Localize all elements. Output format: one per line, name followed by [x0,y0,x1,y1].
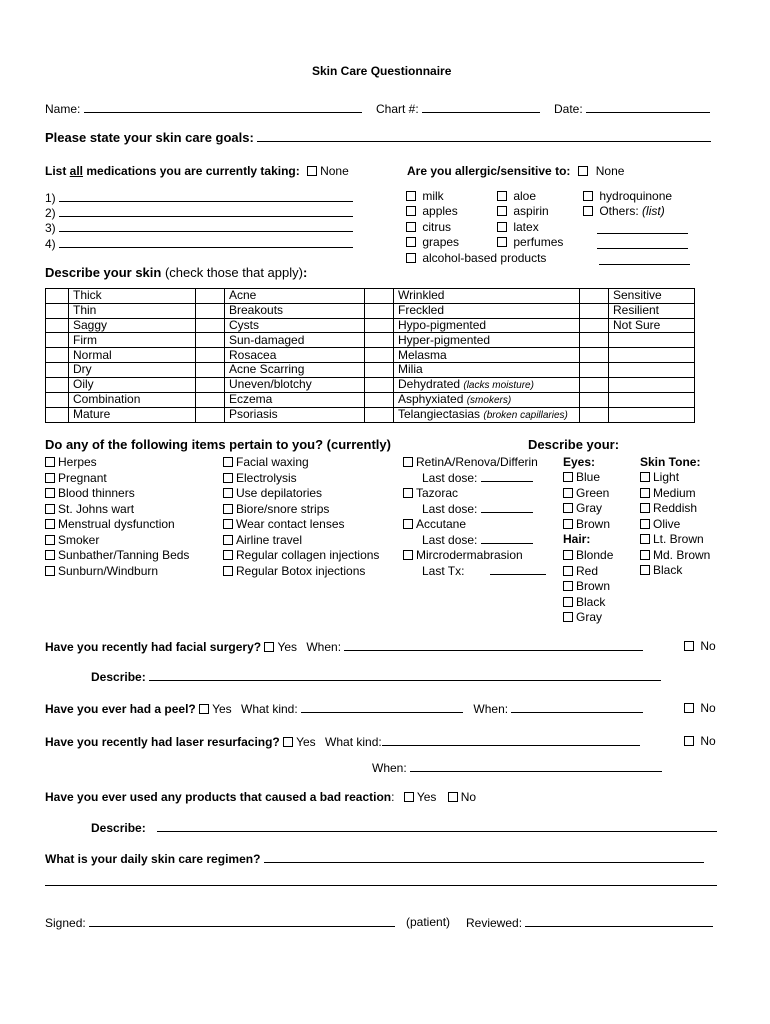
checkbox-icon [403,550,413,560]
skin-table-row [46,392,695,407]
skin-option: Sun-damaged [225,333,365,348]
peel-yes[interactable]: Yes [199,702,232,716]
checkbox-icon [640,519,650,529]
skin-tone-checkbox[interactable]: Black [640,563,682,577]
checkbox-icon [497,206,507,216]
skin-option [609,362,695,377]
skin-checkbox-cell[interactable] [46,392,69,407]
checkbox-icon [283,737,293,747]
eye-color-checkbox[interactable]: Blue [563,470,600,484]
regimen-question[interactable]: What is your daily skin care regimen? [45,851,704,866]
skin-option: Acne Scarring [225,362,365,377]
allergy-others[interactable]: Others: (list) [583,204,665,218]
medication-line-4[interactable]: 4) [45,236,353,251]
allergy-aspirin[interactable]: aspirin [497,204,549,218]
tazorac-checkbox[interactable]: Tazorac [403,486,458,500]
checkbox-icon [404,792,414,802]
skin-table-row [46,362,695,377]
medication-line-3[interactable]: 3) [45,220,353,235]
checkbox-icon [223,457,233,467]
skin-checkbox-cell[interactable] [46,407,69,422]
checkbox-icon [563,612,573,622]
allergy-grapes[interactable]: grapes [406,235,459,249]
checkbox-icon [640,534,650,544]
pertain-item-checkbox[interactable]: Airline travel [223,533,302,547]
skin-option: Mature [69,407,196,422]
skin-checkbox-cell[interactable] [580,318,609,333]
skin-option: Eczema [225,392,365,407]
pertain-item-checkbox[interactable]: Facial waxing [223,455,309,469]
pertain-item-checkbox[interactable]: Electrolysis [223,471,297,485]
skin-checkbox-cell[interactable] [365,407,394,422]
skin-option: Uneven/blotchy [225,377,365,392]
peel-when-line[interactable] [511,701,643,713]
skin-option: Hypo-pigmented [394,318,580,333]
checkbox-icon [307,166,317,176]
skin-checkbox-cell[interactable] [46,348,69,363]
medications-label: List all medications you are currently taking: None [45,164,349,178]
pertain-item-checkbox[interactable]: Regular collagen injections [223,548,379,562]
checkbox-icon [563,597,573,607]
facial-surgery-no[interactable]: No [684,639,716,653]
skin-option: Saggy [69,318,196,333]
skin-checkbox-cell[interactable] [365,333,394,348]
checkbox-icon [684,736,694,746]
skin-checkbox-cell[interactable] [365,377,394,392]
bad-reaction-no[interactable]: No [448,790,476,804]
checkbox-icon [563,488,573,498]
regimen-line-2[interactable] [45,874,717,889]
skin-checkbox-cell[interactable] [365,348,394,363]
pertain-item-checkbox[interactable]: Pregnant [45,471,107,485]
patient-label: (patient) [406,915,451,929]
skin-checkbox-cell[interactable] [46,333,69,348]
skin-checkbox-cell[interactable] [365,392,394,407]
eye-color-checkbox[interactable]: Gray [563,501,602,515]
skin-checkbox-cell[interactable] [196,362,225,377]
hair-label: Hair: [563,532,591,546]
pertain-item-checkbox[interactable]: Wear contact lenses [223,517,345,531]
allergy-citrus[interactable]: citrus [406,220,451,234]
bad-reaction-describe[interactable]: Describe: [91,820,717,835]
facial-surgery-question: Have you recently had facial surgery? Yes When: [45,639,643,654]
skin-checkbox-cell[interactable] [580,303,609,318]
skin-checkbox-cell[interactable] [46,362,69,377]
page-title: Skin Care Questionnaire [312,64,452,78]
skin-checkbox-cell[interactable] [46,318,69,333]
accutane-last-dose[interactable]: Last dose: [422,532,533,547]
checkbox-icon [45,550,55,560]
checkbox-icon [45,566,55,576]
skin-tone-checkbox[interactable]: Medium [640,486,696,500]
checkbox-icon [578,166,588,176]
skin-checkbox-cell[interactable] [196,392,225,407]
accutane-checkbox[interactable]: Accutane [403,517,466,531]
skin-option: Combination [69,392,196,407]
checkbox-icon [448,792,458,802]
skin-checkbox-cell[interactable] [196,407,225,422]
skin-checkbox-cell[interactable] [46,289,69,304]
pertain-item-checkbox[interactable]: Biore/snore strips [223,502,329,516]
skin-option: Rosacea [225,348,365,363]
pertain-item-checkbox[interactable]: Sunburn/Windburn [45,564,158,578]
laser-kind-line[interactable] [382,734,640,746]
facial-surgery-describe[interactable]: Describe: [91,669,661,684]
skin-option: Asphyxiated (smokers) [394,392,580,407]
skin-table-row [46,377,695,392]
skin-option: Hyper-pigmented [394,333,580,348]
skin-checkbox-cell[interactable] [46,303,69,318]
skin-checkbox-cell[interactable] [580,333,609,348]
skin-label: Describe your skin (check those that apply): [45,265,308,280]
laser-question: Have you recently had laser resurfacing? Yes What kind: [45,734,640,749]
reviewed-field[interactable]: Reviewed: [466,915,713,930]
skin-checkbox-cell[interactable] [365,318,394,333]
checkbox-icon [403,457,413,467]
allergies-none-checkbox[interactable]: None [578,164,625,178]
goals-field[interactable] [45,130,711,145]
checkbox-icon [223,550,233,560]
peel-question: Have you ever had a peel? Yes What kind: When: [45,701,643,716]
facial-surgery-yes[interactable]: Yes [264,640,297,654]
skin-option: Oily [69,377,196,392]
microdermabrasion-checkbox[interactable]: Mircrodermabrasion [403,548,523,562]
retina-checkbox[interactable]: RetinA/Renova/Differin [403,455,538,469]
checkbox-icon [640,565,650,575]
skin-tone-checkbox[interactable]: Reddish [640,501,697,515]
checkbox-icon [45,488,55,498]
checkbox-icon [563,472,573,482]
pertain-item-checkbox[interactable]: Menstrual dysfunction [45,517,175,531]
name-field[interactable]: Name: [45,101,362,116]
skin-option [609,333,695,348]
skin-checkbox-cell[interactable] [46,377,69,392]
checkbox-icon [497,222,507,232]
skin-option: Resilient [609,303,695,318]
skin-option: Sensitive [609,289,695,304]
skin-option: Thin [69,303,196,318]
skin-checkbox-cell[interactable] [580,407,609,422]
skin-table-row [46,289,695,304]
skin-option: Not Sure [609,318,695,333]
eye-color-checkbox[interactable]: Brown [563,517,610,531]
checkbox-icon [403,519,413,529]
eye-color-checkbox[interactable]: Green [563,486,609,500]
skin-checkbox-cell[interactable] [196,348,225,363]
allergy-milk[interactable]: milk [406,189,444,203]
skin-checkbox-cell[interactable] [580,362,609,377]
hair-color-checkbox[interactable]: Black [563,595,605,609]
skin-table-row [46,333,695,348]
tazorac-last-dose[interactable]: Last dose: [422,501,533,516]
checkbox-icon [640,503,650,513]
others-line-2[interactable] [597,237,688,252]
checkbox-icon [199,704,209,714]
skin-checkbox-cell[interactable] [196,377,225,392]
hair-color-checkbox[interactable]: Red [563,564,598,578]
skin-option: Milia [394,362,580,377]
skin-option: Psoriasis [225,407,365,422]
skin-tone-checkbox[interactable]: Lt. Brown [640,532,704,546]
skin-checkbox-cell[interactable] [365,362,394,377]
checkbox-icon [563,550,573,560]
skin-option: Acne [225,289,365,304]
checkbox-icon [640,472,650,482]
checkbox-icon [640,488,650,498]
skin-checkbox-cell[interactable] [365,303,394,318]
skin-checkbox-cell[interactable] [196,333,225,348]
checkbox-icon [223,488,233,498]
checkbox-icon [563,519,573,529]
pertain-label: Do any of the following items pertain to you? (currently) [45,437,391,452]
retina-last-dose[interactable]: Last dose: [422,470,533,485]
skin-tone-checkbox[interactable]: Olive [640,517,680,531]
checkbox-icon [406,206,416,216]
laser-yes[interactable]: Yes [283,735,316,749]
checkbox-icon [223,566,233,576]
medication-line-2[interactable]: 2) [45,205,353,220]
skin-checkbox-cell[interactable] [580,348,609,363]
chart-number-field[interactable]: Chart #: [376,101,540,116]
skin-option: Melasma [394,348,580,363]
skin-option: Telangiectasias (broken capillaries) [394,407,580,422]
allergies-label: Are you allergic/sensitive to: None [407,164,625,178]
skin-tone-label: Skin Tone: [640,455,701,469]
skin-option [609,407,695,422]
checkbox-icon [406,253,416,263]
skin-option: Cysts [225,318,365,333]
peel-no[interactable]: No [684,701,716,715]
checkbox-icon [223,504,233,514]
allergy-hydroquinone[interactable]: hydroquinone [583,189,672,203]
goals-label: Please state your skin care goals: [45,130,254,145]
skin-tone-checkbox[interactable]: Light [640,470,679,484]
checkbox-icon [406,191,416,201]
checkbox-icon [45,535,55,545]
checkbox-icon [684,703,694,713]
allergy-latex[interactable]: latex [497,220,539,234]
skin-option [609,348,695,363]
peel-kind-line[interactable] [301,701,463,713]
skin-option: Breakouts [225,303,365,318]
checkbox-icon [223,519,233,529]
skin-option: Freckled [394,303,580,318]
skin-table-row [46,348,695,363]
pertain-item-checkbox[interactable]: Smoker [45,533,99,547]
date-field[interactable]: Date: [554,101,710,116]
allergy-apples[interactable]: apples [406,204,458,218]
allergy-aloe[interactable]: aloe [497,189,536,203]
skin-option: Thick [69,289,196,304]
skin-option: Firm [69,333,196,348]
skin-table-row [46,303,695,318]
microdermabrasion-last-tx[interactable]: Last Tx: [422,563,546,578]
others-line-1[interactable] [597,222,688,237]
facial-surgery-when-line[interactable] [344,639,643,651]
skin-table-row [46,407,695,422]
checkbox-icon [684,641,694,651]
describe-your-label: Describe your: [528,437,620,452]
pertain-item-checkbox[interactable]: Blood thinners [45,486,135,500]
checkbox-icon [497,237,507,247]
laser-when[interactable]: When: [372,760,662,775]
pertain-item-checkbox[interactable]: Herpes [45,455,97,469]
skin-option: Dehydrated (lacks moisture) [394,377,580,392]
eyes-label: Eyes: [563,455,596,469]
checkbox-icon [403,488,413,498]
checkbox-icon [563,566,573,576]
allergy-alcohol[interactable]: alcohol-based products [406,251,546,265]
pertain-item-checkbox[interactable]: St. Johns wart [45,502,134,516]
skin-tone-checkbox[interactable]: Md. Brown [640,548,710,562]
checkbox-icon [45,504,55,514]
hair-color-checkbox[interactable]: Gray [563,610,602,624]
skin-option: Wrinkled [394,289,580,304]
checkbox-icon [406,237,416,247]
skin-option: Normal [69,348,196,363]
checkbox-icon [45,473,55,483]
skin-checkbox-cell[interactable] [580,377,609,392]
checkbox-icon [264,642,274,652]
skin-table [45,288,695,423]
checkbox-icon [640,550,650,560]
checkbox-icon [563,503,573,513]
bad-reaction-question: Have you ever used any products that caused a bad reaction: Yes No [45,790,477,804]
hair-color-checkbox[interactable]: Brown [563,579,610,593]
skin-checkbox-cell[interactable] [196,303,225,318]
checkbox-icon [583,206,593,216]
skin-checkbox-cell[interactable] [365,289,394,304]
allergy-perfumes[interactable]: perfumes [497,235,563,249]
skin-checkbox-cell[interactable] [580,392,609,407]
pertain-item-checkbox[interactable]: Sunbather/Tanning Beds [45,548,189,562]
checkbox-icon [223,473,233,483]
checkbox-icon [583,191,593,201]
skin-option: Dry [69,362,196,377]
skin-option [609,377,695,392]
skin-checkbox-cell[interactable] [196,318,225,333]
bad-reaction-yes[interactable]: Yes [404,790,437,804]
checkbox-icon [223,535,233,545]
checkbox-icon [563,581,573,591]
skin-checkbox-cell[interactable] [580,289,609,304]
others-line-3[interactable] [599,253,690,268]
skin-checkbox-cell[interactable] [196,289,225,304]
hair-color-checkbox[interactable]: Blonde [563,548,613,562]
medication-line-1[interactable]: 1) [45,190,353,205]
pertain-item-checkbox[interactable]: Use depilatories [223,486,322,500]
skin-option [609,392,695,407]
signature-field[interactable]: Signed: [45,915,395,930]
checkbox-icon [406,222,416,232]
checkbox-icon [45,457,55,467]
medications-none-checkbox[interactable]: None [307,164,349,178]
skin-table-row [46,318,695,333]
checkbox-icon [45,519,55,529]
checkbox-icon [497,191,507,201]
pertain-item-checkbox[interactable]: Regular Botox injections [223,564,365,578]
laser-no[interactable]: No [684,734,716,748]
